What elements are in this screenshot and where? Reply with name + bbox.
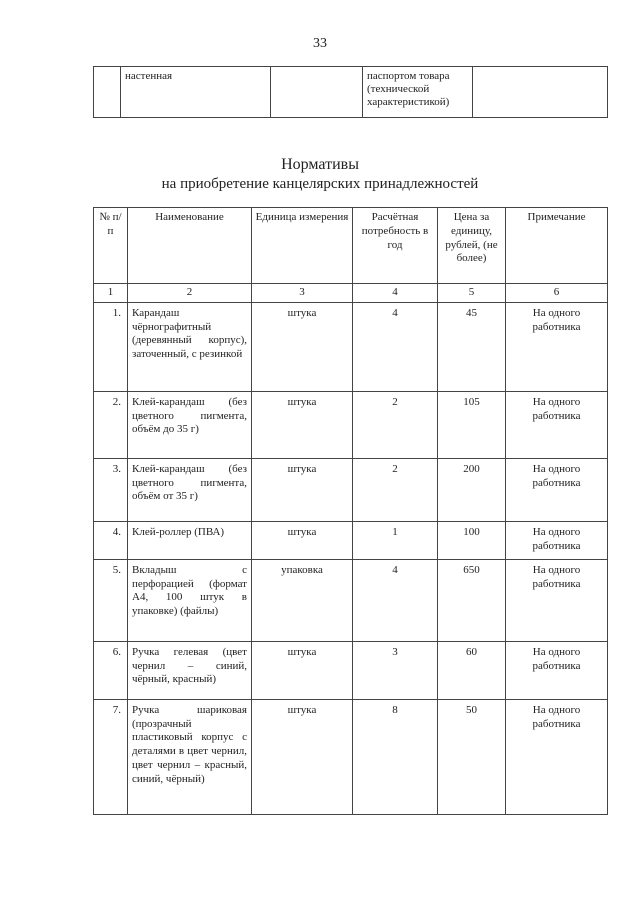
item-name: Ручка шариковая (прозрачный пластиковый корпус с деталями в цвет чернил, цвет чернил – красный, синий, чёрный)	[128, 699, 252, 814]
item-unit: штука	[252, 391, 353, 458]
item-note: На одного работника	[506, 521, 608, 559]
item-quantity: 4	[353, 302, 438, 391]
table-row	[94, 458, 608, 521]
item-note: На одного работника	[506, 641, 608, 699]
item-price: 100	[438, 521, 506, 559]
item-unit: штука	[252, 458, 353, 521]
header-quantity: Расчётная потребность в год	[353, 208, 438, 284]
page-number: 33	[313, 36, 327, 51]
item-note: На одного работника	[506, 458, 608, 521]
column-number: 5	[438, 284, 506, 303]
row-number: 7.	[94, 699, 128, 814]
item-price: 50	[438, 699, 506, 814]
table-row	[94, 302, 608, 391]
section-title	[0, 156, 640, 193]
column-number: 1	[94, 284, 128, 303]
item-name: Клей-карандаш (без цветного пигмента, объём до 35 г)	[128, 391, 252, 458]
norms-table	[93, 207, 608, 815]
item-note: На одного работника	[506, 391, 608, 458]
item-name: Клей-роллер (ПВА)	[128, 521, 252, 559]
item-quantity: 2	[353, 458, 438, 521]
item-unit: упаковка	[252, 559, 353, 641]
item-price: 45	[438, 302, 506, 391]
header-name: Наименование	[128, 208, 252, 284]
item-price: 200	[438, 458, 506, 521]
previous-table-fragment	[93, 66, 608, 118]
item-name: Карандаш чёрнографитный (деревянный корпус), заточенный, с резинкой	[128, 302, 252, 391]
item-quantity: 1	[353, 521, 438, 559]
title-subline: на приобретение канцелярских принадлежностей	[161, 176, 479, 192]
item-unit: штука	[252, 641, 353, 699]
title-line: Нормативы	[281, 156, 359, 173]
table-row	[94, 559, 608, 641]
row-number: 5.	[94, 559, 128, 641]
table-row	[94, 391, 608, 458]
item-quantity: 8	[353, 699, 438, 814]
header-unit: Единица измерения	[252, 208, 353, 284]
column-number: 3	[252, 284, 353, 303]
item-unit: штука	[252, 521, 353, 559]
item-price: 105	[438, 391, 506, 458]
row-number: 1.	[94, 302, 128, 391]
item-quantity: 3	[353, 641, 438, 699]
table-row	[94, 641, 608, 699]
table-cell: паспортом товара (технической характеристикой)	[363, 67, 473, 118]
item-quantity: 2	[353, 391, 438, 458]
item-note: На одного работника	[506, 559, 608, 641]
item-note: На одного работника	[506, 699, 608, 814]
row-number: 4.	[94, 521, 128, 559]
table-header-row	[94, 208, 608, 284]
column-number: 2	[128, 284, 252, 303]
table-row	[94, 521, 608, 559]
table-cell	[473, 67, 608, 118]
table-row	[94, 699, 608, 814]
item-price: 60	[438, 641, 506, 699]
item-price: 650	[438, 559, 506, 641]
column-number: 4	[353, 284, 438, 303]
row-number: 6.	[94, 641, 128, 699]
header-number: № п/п	[94, 208, 128, 284]
item-quantity: 4	[353, 559, 438, 641]
row-number: 2.	[94, 391, 128, 458]
table-cell	[271, 67, 363, 118]
header-price: Цена за единицу, рублей, (не более)	[438, 208, 506, 284]
item-unit: штука	[252, 699, 353, 814]
row-number: 3.	[94, 458, 128, 521]
table-cell	[94, 67, 121, 118]
item-note: На одного работника	[506, 302, 608, 391]
column-number: 6	[506, 284, 608, 303]
table-row	[94, 67, 608, 118]
table-cell: настенная	[121, 67, 271, 118]
item-name: Вкладыш с перфорацией (формат А4, 100 штук в упаковке) (файлы)	[128, 559, 252, 641]
item-name: Ручка гелевая (цвет чернил – синий, чёрный, красный)	[128, 641, 252, 699]
column-number-row	[94, 284, 608, 303]
item-name: Клей-карандаш (без цветного пигмента, объём от 35 г)	[128, 458, 252, 521]
item-unit: штука	[252, 302, 353, 391]
header-note: Примечание	[506, 208, 608, 284]
